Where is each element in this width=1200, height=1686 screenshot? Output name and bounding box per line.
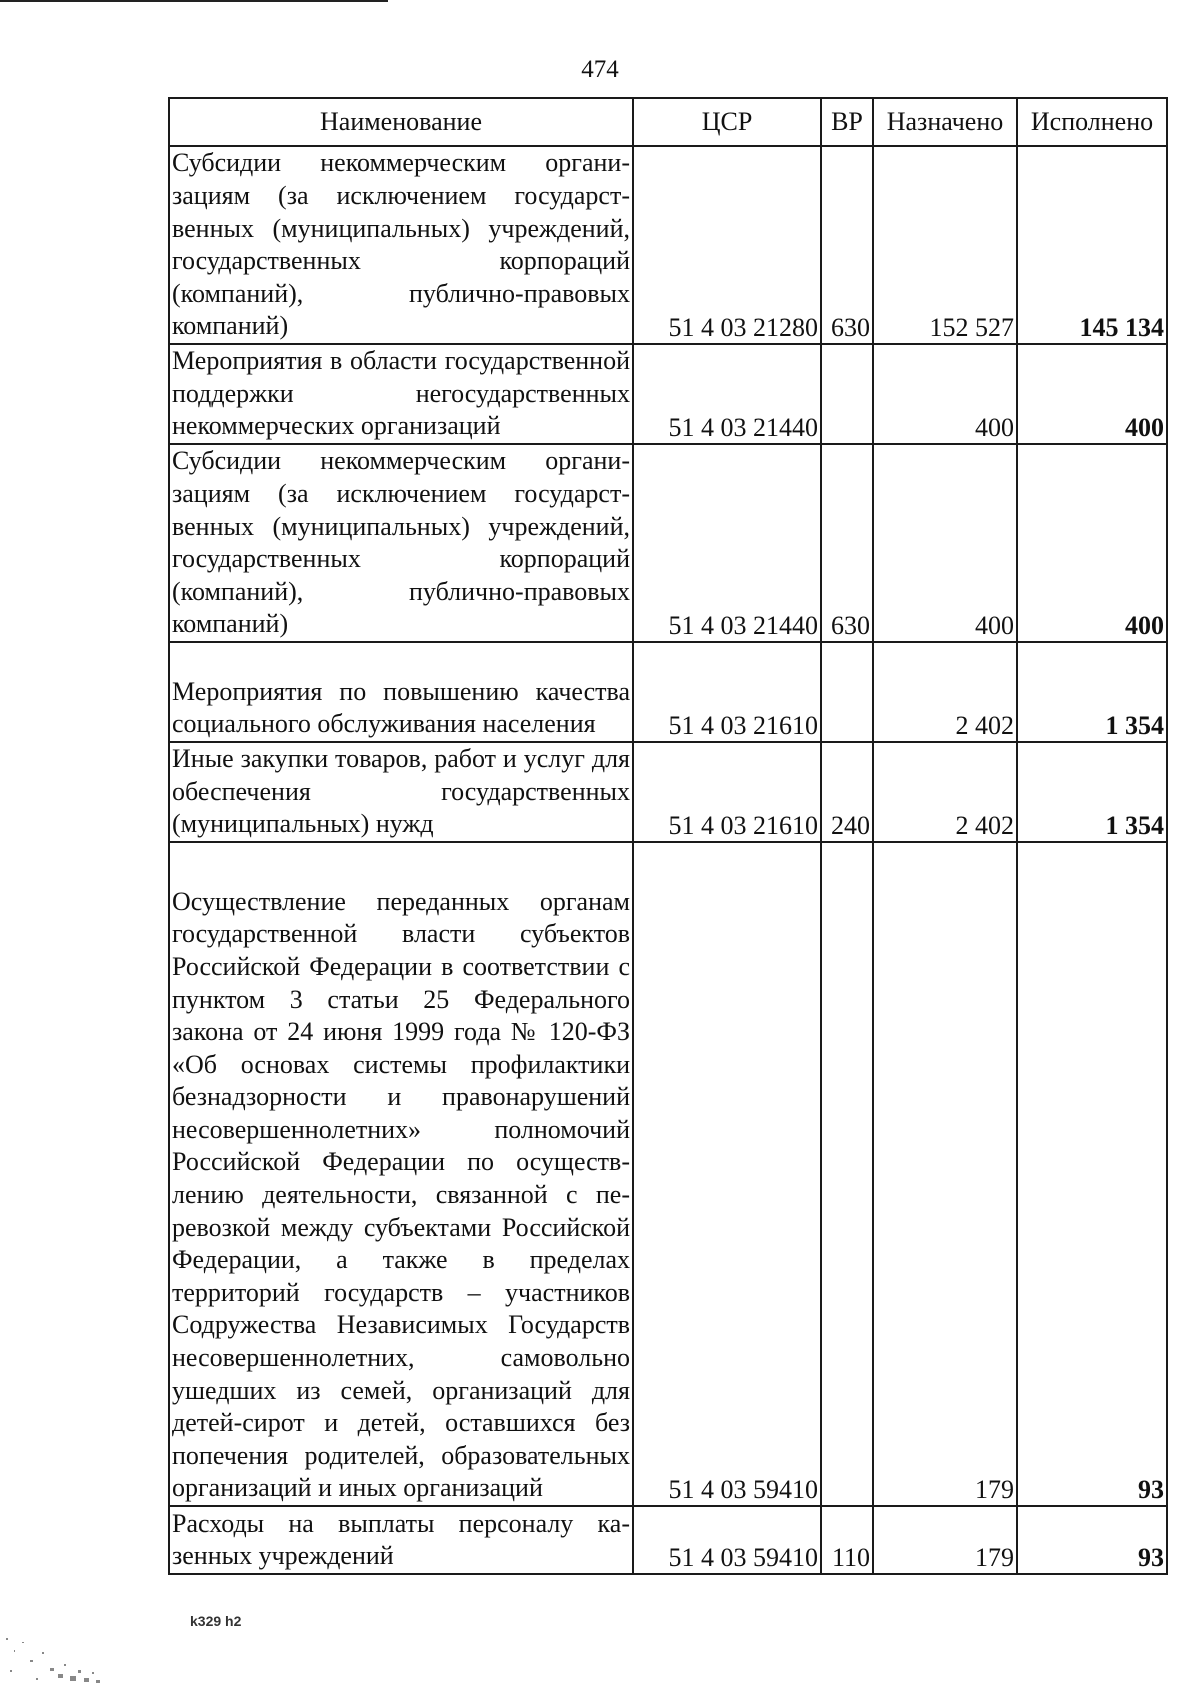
row-naznacheno: 179	[873, 842, 1017, 1506]
row-naznacheno: 179	[873, 1506, 1017, 1574]
row-naznacheno: 400	[873, 444, 1017, 642]
row-naznacheno: 152 527	[873, 146, 1017, 344]
header-name: Наименование	[169, 98, 633, 146]
row-naznacheno: 2 402	[873, 642, 1017, 742]
row-csr: 51 4 03 21440	[633, 344, 821, 444]
table-row	[169, 344, 1167, 444]
row-vr: 240	[821, 742, 873, 842]
row-name: Иные закупки товаров, работ и услуг для обеспечения государственных (муниципальных) нужд	[169, 742, 633, 842]
row-naznacheno: 400	[873, 344, 1017, 444]
row-csr: 51 4 03 59410	[633, 1506, 821, 1574]
scan-noise-speckle	[0, 1630, 120, 1686]
header-csr: ЦСР	[633, 98, 821, 146]
budget-table	[168, 97, 1168, 1575]
row-vr: 630	[821, 146, 873, 344]
table-row	[169, 444, 1167, 642]
top-edge-rule	[0, 0, 388, 2]
header-naznacheno: Назначено	[873, 98, 1017, 146]
row-ispolneno: 93	[1017, 1506, 1167, 1574]
row-ispolneno: 400	[1017, 344, 1167, 444]
table-header-row	[169, 98, 1167, 146]
row-vr: 630	[821, 444, 873, 642]
row-ispolneno: 400	[1017, 444, 1167, 642]
table-row	[169, 146, 1167, 344]
row-vr: 110	[821, 1506, 873, 1574]
row-csr: 51 4 03 21610	[633, 642, 821, 742]
row-naznacheno: 2 402	[873, 742, 1017, 842]
header-ispolneno: Исполнено	[1017, 98, 1167, 146]
row-ispolneno: 93	[1017, 842, 1167, 1506]
row-csr: 51 4 03 59410	[633, 842, 821, 1506]
footer-code: k329 h2	[190, 1613, 242, 1629]
page-number: 474	[581, 56, 619, 83]
row-csr: 51 4 03 21280	[633, 146, 821, 344]
table-row	[169, 742, 1167, 842]
row-name: Расходы на выплаты персоналу казенных учреждений	[169, 1506, 633, 1574]
row-vr	[821, 344, 873, 444]
row-ispolneno: 1 354	[1017, 742, 1167, 842]
row-name: Осуществление переданных органам государственной власти субъектов Российской Федерации в соответствии с пунктом 3 статьи 25 Федерального закона от 24 июня 1999 года № 120-ФЗ «Об основах системы профилактики безнадзорности и правонарушений несовершеннолетних» полномочий Российской Федерации по осуществлению деятельности, связанной с перевозкой между субъектами Российской Федерации, а также в пределах территорий государств – участников Содружества Независимых Государств несовершеннолетних, самовольно ушедших из семей, организаций для детей-сирот и детей, оставшихся без попечения родителей, образовательных организаций и иных организаций	[169, 842, 633, 1506]
table-row	[169, 642, 1167, 742]
row-name: Субсидии некоммерческим организациям (за исключением государственных (муниципальных) учреждений, государственных корпораций (компаний), публично-правовых компаний)	[169, 444, 633, 642]
row-csr: 51 4 03 21440	[633, 444, 821, 642]
row-csr: 51 4 03 21610	[633, 742, 821, 842]
row-ispolneno: 145 134	[1017, 146, 1167, 344]
row-vr	[821, 842, 873, 1506]
row-name: Мероприятия по повышению качества социального обслуживания населения	[169, 642, 633, 742]
header-vr: ВР	[821, 98, 873, 146]
row-ispolneno: 1 354	[1017, 642, 1167, 742]
table-row	[169, 1506, 1167, 1574]
row-vr	[821, 642, 873, 742]
row-name: Мероприятия в области государственной поддержки негосударственных некоммерческих организаций	[169, 344, 633, 444]
table-row	[169, 842, 1167, 1506]
row-name: Субсидии некоммерческим организациям (за исключением государственных (муниципальных) учреждений, государственных корпораций (компаний), публично-правовых компаний)	[169, 146, 633, 344]
